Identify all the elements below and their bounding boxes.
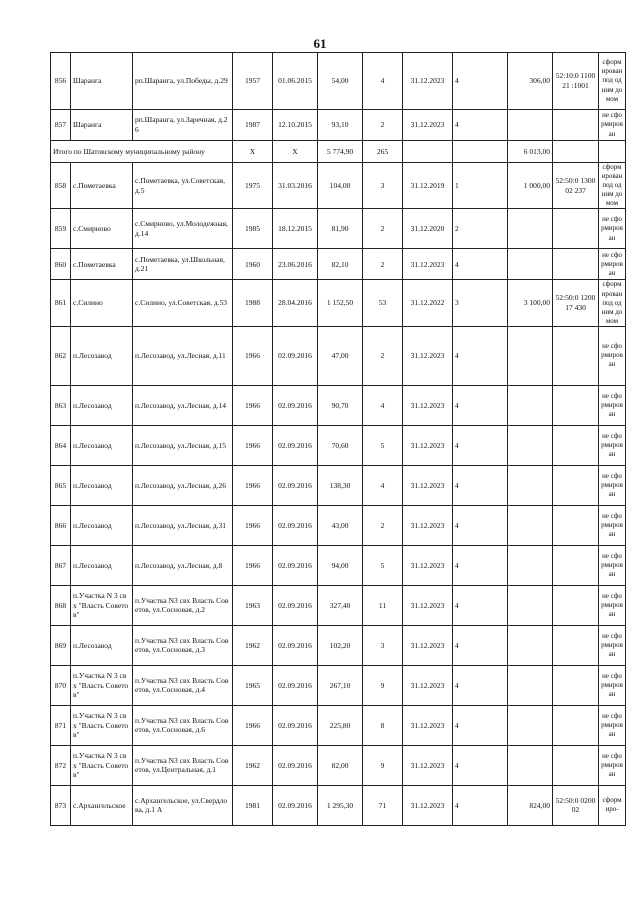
recognition-date: 31.03.2016 (273, 163, 318, 209)
land-cost (508, 110, 553, 141)
table-row (51, 326, 626, 385)
construction-year: 1966 (233, 705, 273, 745)
living-area: 138,30 (318, 465, 363, 505)
program-stage: 4 (453, 385, 508, 425)
relocation-deadline: 31.12.2023 (403, 385, 453, 425)
table-row (51, 705, 626, 745)
settlement-name: п.Лесозавод (71, 505, 133, 545)
table-row (51, 585, 626, 625)
land-cost (508, 385, 553, 425)
land-cost: 824,00 (508, 785, 553, 825)
building-address: с.Пометаевка, ул.Советская, д.5 (133, 163, 233, 209)
land-cost (508, 326, 553, 385)
building-address: п.Участка N3 свх Власть Советов, ул.Сосновая, д.4 (133, 665, 233, 705)
table-row (51, 505, 626, 545)
residents-count: 71 (363, 785, 403, 825)
row-number: 860 (51, 249, 71, 280)
land-status: не сформирован (599, 505, 626, 545)
land-cost (508, 425, 553, 465)
recognition-date: 02.09.2016 (273, 425, 318, 465)
total-date: X (273, 141, 318, 163)
total-residents: 265 (363, 141, 403, 163)
construction-year: 1962 (233, 625, 273, 665)
land-cost (508, 209, 553, 249)
cadastral-number (553, 425, 599, 465)
recognition-date: 12.10.2015 (273, 110, 318, 141)
construction-year: 1966 (233, 385, 273, 425)
relocation-deadline: 31.12.2023 (403, 425, 453, 465)
building-address: рп.Шаранга, ул.Заречная, д.26 (133, 110, 233, 141)
program-stage: 4 (453, 585, 508, 625)
settlement-name: п.Участка N 3 свх "Власть Советов" (71, 705, 133, 745)
row-number: 873 (51, 785, 71, 825)
row-number: 866 (51, 505, 71, 545)
land-status: не сформирован (599, 745, 626, 785)
settlement-name: п.Лесозавод (71, 385, 133, 425)
cadastral-number: 52:50:0 120017 430 (553, 280, 599, 326)
residents-count: 11 (363, 585, 403, 625)
program-stage: 4 (453, 110, 508, 141)
program-stage: 4 (453, 505, 508, 545)
cadastral-number (553, 505, 599, 545)
total-area: 5 774,90 (318, 141, 363, 163)
recognition-date: 02.09.2016 (273, 745, 318, 785)
program-stage: 4 (453, 53, 508, 110)
table-row (51, 545, 626, 585)
cadastral-number (553, 585, 599, 625)
cadastral-number (553, 249, 599, 280)
land-cost (508, 249, 553, 280)
living-area: 47,00 (318, 326, 363, 385)
residents-count: 2 (363, 326, 403, 385)
settlement-name: п.Участка N 3 свх "Власть Советов" (71, 745, 133, 785)
living-area: 93,10 (318, 110, 363, 141)
living-area: 267,10 (318, 665, 363, 705)
cadastral-number (553, 209, 599, 249)
table-row (51, 249, 626, 280)
settlement-name: п.Участка N 3 свх "Власть Советов" (71, 585, 133, 625)
land-cost (508, 545, 553, 585)
table-row (51, 785, 626, 825)
construction-year: 1963 (233, 585, 273, 625)
residents-count: 2 (363, 110, 403, 141)
program-stage: 3 (453, 280, 508, 326)
program-stage: 4 (453, 785, 508, 825)
row-number: 867 (51, 545, 71, 585)
living-area: 82,00 (318, 745, 363, 785)
table-row (51, 280, 626, 326)
settlement-name: п.Лесозавод (71, 625, 133, 665)
land-cost (508, 465, 553, 505)
row-number: 865 (51, 465, 71, 505)
relocation-deadline: 31.12.2023 (403, 665, 453, 705)
building-address: п.Лесозавод, ул.Лесная, д.14 (133, 385, 233, 425)
relocation-deadline: 31.12.2023 (403, 585, 453, 625)
living-area: 104,00 (318, 163, 363, 209)
program-stage: 4 (453, 665, 508, 705)
row-number: 868 (51, 585, 71, 625)
living-area: 225,80 (318, 705, 363, 745)
land-cost (508, 745, 553, 785)
residents-count: 2 (363, 249, 403, 280)
land-cost (508, 705, 553, 745)
land-status: сформиро- (599, 785, 626, 825)
row-number: 858 (51, 163, 71, 209)
row-number: 869 (51, 625, 71, 665)
building-address: п.Лесозавод, ул.Лесная, д.26 (133, 465, 233, 505)
relocation-deadline: 31.12.2023 (403, 465, 453, 505)
program-stage: 4 (453, 745, 508, 785)
settlement-name: п.Лесозавод (71, 326, 133, 385)
land-status: не сформирован (599, 705, 626, 745)
table-row (51, 385, 626, 425)
recognition-date: 02.09.2016 (273, 465, 318, 505)
land-cost: 3 100,00 (508, 280, 553, 326)
settlement-name: с.Пометаевка (71, 249, 133, 280)
total-empty (553, 141, 599, 163)
program-stage: 4 (453, 705, 508, 745)
total-year: X (233, 141, 273, 163)
settlement-name: с.Пометаевка (71, 163, 133, 209)
table-row (51, 665, 626, 705)
residents-count: 9 (363, 745, 403, 785)
program-stage: 1 (453, 163, 508, 209)
table-row (51, 745, 626, 785)
residents-count: 4 (363, 465, 403, 505)
residents-count: 5 (363, 425, 403, 465)
residents-count: 9 (363, 665, 403, 705)
construction-year: 1962 (233, 745, 273, 785)
settlement-name: п.Участка N 3 свх "Власть Советов" (71, 665, 133, 705)
recognition-date: 02.09.2016 (273, 785, 318, 825)
housing-registry-table (50, 52, 626, 826)
relocation-deadline: 31.12.2022 (403, 280, 453, 326)
construction-year: 1985 (233, 209, 273, 249)
living-area: 1 295,30 (318, 785, 363, 825)
relocation-deadline: 31.12.2023 (403, 705, 453, 745)
program-stage: 4 (453, 545, 508, 585)
construction-year: 1965 (233, 665, 273, 705)
living-area: 81,90 (318, 209, 363, 249)
cadastral-number (553, 745, 599, 785)
row-number: 863 (51, 385, 71, 425)
total-row (51, 141, 626, 163)
settlement-name: с.Архангельское (71, 785, 133, 825)
building-address: п.Лесозавод, ул.Лесная, д.15 (133, 425, 233, 465)
table-row (51, 110, 626, 141)
recognition-date: 02.09.2016 (273, 585, 318, 625)
cadastral-number (553, 625, 599, 665)
relocation-deadline: 31.12.2023 (403, 785, 453, 825)
relocation-deadline: 31.12.2023 (403, 625, 453, 665)
table-row (51, 425, 626, 465)
row-number: 870 (51, 665, 71, 705)
recognition-date: 28.04.2016 (273, 280, 318, 326)
settlement-name: Шаранга (71, 53, 133, 110)
recognition-date: 18.12.2015 (273, 209, 318, 249)
relocation-deadline: 31.12.2023 (403, 53, 453, 110)
building-address: рп.Шаранга, ул.Победы, д.29 (133, 53, 233, 110)
row-number: 857 (51, 110, 71, 141)
recognition-date: 23.06.2016 (273, 249, 318, 280)
building-address: с.Архангельское, ул.Свердлова, д.1 А (133, 785, 233, 825)
land-status: не сформирован (599, 465, 626, 505)
total-label: Итого по Шатовскому муниципальному району (51, 141, 233, 163)
land-cost: 1 000,00 (508, 163, 553, 209)
cadastral-number (553, 110, 599, 141)
construction-year: 1981 (233, 785, 273, 825)
construction-year: 1966 (233, 425, 273, 465)
living-area: 327,40 (318, 585, 363, 625)
cadastral-number (553, 326, 599, 385)
construction-year: 1957 (233, 53, 273, 110)
registry-body (51, 53, 626, 826)
relocation-deadline: 31.12.2020 (403, 209, 453, 249)
building-address: п.Участка N3 свх Власть Советов, ул.Центральная, д.1 (133, 745, 233, 785)
recognition-date: 02.09.2016 (273, 505, 318, 545)
recognition-date: 02.09.2016 (273, 665, 318, 705)
residents-count: 8 (363, 705, 403, 745)
cadastral-number: 52:50:0 020002 (553, 785, 599, 825)
recognition-date: 01.06.2015 (273, 53, 318, 110)
living-area: 90,70 (318, 385, 363, 425)
relocation-deadline: 31.12.2023 (403, 505, 453, 545)
residents-count: 2 (363, 505, 403, 545)
cadastral-number (553, 385, 599, 425)
land-status: сформирован под одним домом (599, 53, 626, 110)
residents-count: 53 (363, 280, 403, 326)
land-status: не сформирован (599, 326, 626, 385)
relocation-deadline: 31.12.2023 (403, 545, 453, 585)
land-cost (508, 665, 553, 705)
construction-year: 1975 (233, 163, 273, 209)
building-address: п.Лесозавод, ул.Лесная, д.31 (133, 505, 233, 545)
construction-year: 1966 (233, 545, 273, 585)
land-status: не сформирован (599, 110, 626, 141)
land-status: не сформирован (599, 385, 626, 425)
row-number: 872 (51, 745, 71, 785)
table-row (51, 209, 626, 249)
construction-year: 1987 (233, 110, 273, 141)
total-empty (453, 141, 508, 163)
construction-year: 1966 (233, 326, 273, 385)
land-status: не сформирован (599, 249, 626, 280)
settlement-name: п.Лесозавод (71, 425, 133, 465)
building-address: с.Смирново, ул.Молодежная, д.14 (133, 209, 233, 249)
construction-year: 1960 (233, 249, 273, 280)
settlement-name: Шаранга (71, 110, 133, 141)
building-address: п.Лесозавод, ул.Лесная, д.8 (133, 545, 233, 585)
recognition-date: 02.09.2016 (273, 705, 318, 745)
total-empty (599, 141, 626, 163)
living-area: 82,10 (318, 249, 363, 280)
residents-count: 4 (363, 385, 403, 425)
land-status: сформирован под одним домом (599, 280, 626, 326)
recognition-date: 02.09.2016 (273, 385, 318, 425)
land-status: не сформирован (599, 425, 626, 465)
settlement-name: п.Лесозавод (71, 545, 133, 585)
program-stage: 4 (453, 625, 508, 665)
relocation-deadline: 31.12.2023 (403, 110, 453, 141)
land-cost (508, 625, 553, 665)
residents-count: 2 (363, 209, 403, 249)
building-address: п.Участка N3 свх Власть Советов, ул.Сосновая, д.3 (133, 625, 233, 665)
land-status: не сформирован (599, 625, 626, 665)
land-cost (508, 585, 553, 625)
land-status: не сформирован (599, 585, 626, 625)
total-empty (403, 141, 453, 163)
residents-count: 5 (363, 545, 403, 585)
residents-count: 4 (363, 53, 403, 110)
program-stage: 4 (453, 465, 508, 505)
cadastral-number (553, 465, 599, 505)
recognition-date: 02.09.2016 (273, 326, 318, 385)
cadastral-number: 52:50:0 130002 237 (553, 163, 599, 209)
living-area: 70,60 (318, 425, 363, 465)
cadastral-number (553, 705, 599, 745)
table-row (51, 625, 626, 665)
land-cost: 306,00 (508, 53, 553, 110)
row-number: 859 (51, 209, 71, 249)
table-row (51, 163, 626, 209)
construction-year: 1988 (233, 280, 273, 326)
cadastral-number (553, 665, 599, 705)
cadastral-number: 52:10:0 110021 :1001 (553, 53, 599, 110)
living-area: 43,00 (318, 505, 363, 545)
building-address: с.Силино, ул.Советская, д.53 (133, 280, 233, 326)
row-number: 861 (51, 280, 71, 326)
living-area: 54,00 (318, 53, 363, 110)
living-area: 94,00 (318, 545, 363, 585)
land-cost (508, 505, 553, 545)
land-status: не сформирован (599, 545, 626, 585)
building-address: п.Участка N3 свх Власть Советов, ул.Сосновая, д.2 (133, 585, 233, 625)
row-number: 864 (51, 425, 71, 465)
relocation-deadline: 31.12.2023 (403, 745, 453, 785)
page-number: 61 (313, 36, 327, 51)
living-area: 102,20 (318, 625, 363, 665)
residents-count: 3 (363, 625, 403, 665)
living-area: 1 152,50 (318, 280, 363, 326)
recognition-date: 02.09.2016 (273, 625, 318, 665)
relocation-deadline: 31.12.2019 (403, 163, 453, 209)
row-number: 862 (51, 326, 71, 385)
settlement-name: с.Смирново (71, 209, 133, 249)
settlement-name: с.Силино (71, 280, 133, 326)
building-address: с.Пометаевка, ул.Школьная, д.21 (133, 249, 233, 280)
row-number: 871 (51, 705, 71, 745)
building-address: п.Лесозавод, ул.Лесная, д.11 (133, 326, 233, 385)
land-status: не сформирован (599, 209, 626, 249)
construction-year: 1966 (233, 465, 273, 505)
table-row (51, 465, 626, 505)
table-row (51, 53, 626, 110)
relocation-deadline: 31.12.2023 (403, 249, 453, 280)
recognition-date: 02.09.2016 (273, 545, 318, 585)
program-stage: 4 (453, 425, 508, 465)
land-status: сформирован под одним домом (599, 163, 626, 209)
program-stage: 2 (453, 209, 508, 249)
residents-count: 3 (363, 163, 403, 209)
row-number: 856 (51, 53, 71, 110)
program-stage: 4 (453, 326, 508, 385)
construction-year: 1966 (233, 505, 273, 545)
land-status: не сформирован (599, 665, 626, 705)
total-cost: 6 013,00 (508, 141, 553, 163)
relocation-deadline: 31.12.2023 (403, 326, 453, 385)
cadastral-number (553, 545, 599, 585)
settlement-name: п.Лесозавод (71, 465, 133, 505)
program-stage: 4 (453, 249, 508, 280)
building-address: п.Участка N3 свх Власть Советов, ул.Сосновая, д.6 (133, 705, 233, 745)
